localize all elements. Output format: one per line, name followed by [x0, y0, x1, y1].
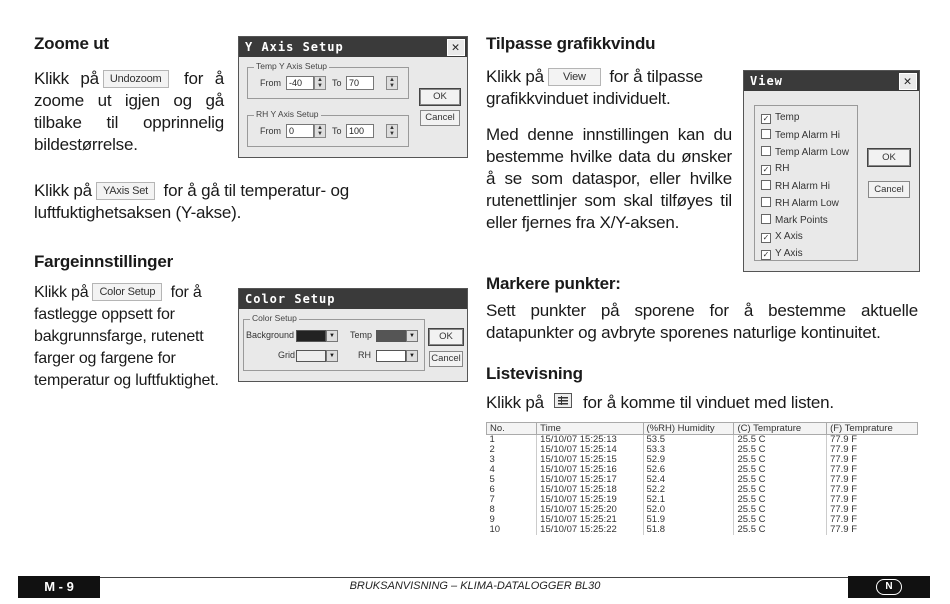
yaxis-pre-text: Klikk på: [34, 181, 92, 200]
table-cell: 77.9 F: [827, 495, 918, 505]
table-cell: 25.5 C: [734, 505, 827, 515]
table-cell: 52.1: [643, 495, 734, 505]
table-cell: 15/10/07 15:25:21: [537, 515, 643, 525]
color-post-text: for å fastlegge oppsett for bakgrunnsfarge, rutenett farger og fargene for temperatur og luftfuktighet.: [34, 284, 219, 389]
table-cell: 3: [489, 454, 495, 465]
grid-color-swatch[interactable]: [296, 350, 326, 362]
view-option-label: X Axis: [775, 231, 803, 242]
view-option-label: Temp Alarm Low: [775, 147, 849, 158]
view-dialog: [743, 70, 920, 272]
temp-y-axis-group: [247, 61, 409, 99]
table-header-cell[interactable]: Time: [537, 423, 643, 435]
table-cell: 25.5 C: [734, 435, 827, 446]
list-view-icon[interactable]: [554, 393, 572, 408]
view-dialog-title: View: [750, 74, 783, 88]
grid-color-label: Grid: [278, 350, 296, 360]
color-pre-text: Klikk på: [34, 284, 89, 301]
view-option-rh-alarm-hi[interactable]: [761, 180, 830, 192]
view-option-y-axis[interactable]: [761, 248, 803, 260]
y-axis-setup-dialog: [238, 36, 468, 158]
y-axis-dialog-titlebar: [239, 37, 467, 57]
rh-to-spinner[interactable]: ▲ ▼: [386, 124, 398, 138]
view-option-temp[interactable]: [761, 112, 799, 124]
list-post-text: for å komme til vinduet med listen.: [583, 393, 834, 412]
cancel-button[interactable]: Cancel: [420, 110, 460, 126]
view-description-paragraph: Med denne innstillingen kan du bestemme hvilke data du ønsker å se som dataspor, eller hvilke rutenettlinjer som skal tilføyes til eller fjernes fra X/Y-aksen.: [486, 125, 732, 232]
table-cell: 25.5 C: [734, 495, 827, 505]
checkbox-icon[interactable]: [761, 129, 771, 139]
grid-dropdown-arrow[interactable]: ▼: [326, 350, 338, 362]
table-cell: 52.9: [643, 455, 734, 465]
temp-from-label: From: [260, 78, 281, 88]
table-header-cell[interactable]: (C) Temprature: [734, 423, 827, 435]
table-cell: 52.4: [643, 475, 734, 485]
temp-from-spinner[interactable]: ▲ ▼: [314, 76, 326, 90]
checkbox-icon[interactable]: ✓: [762, 233, 770, 242]
rh-color-label: RH: [358, 350, 371, 360]
table-cell: 25.5 C: [734, 455, 827, 465]
table-cell: 53.5: [643, 435, 734, 446]
rh-color-swatch[interactable]: [376, 350, 406, 362]
checkbox-icon[interactable]: ✓: [762, 114, 770, 123]
view-option-rh-alarm-low[interactable]: [761, 197, 839, 209]
list-table-wrapper: [486, 422, 918, 568]
list-view-heading: Listevisning: [486, 364, 583, 383]
temp-from-field[interactable]: -40: [286, 76, 314, 90]
cancel-button[interactable]: Cancel: [868, 181, 910, 198]
table-cell: 2: [489, 444, 495, 455]
table-header-cell[interactable]: No.: [487, 423, 537, 435]
view-post-text: for å tilpasse grafikkvinduet individuelt.: [486, 67, 703, 108]
cancel-button[interactable]: Cancel: [429, 351, 463, 367]
background-dropdown-arrow[interactable]: ▼: [326, 330, 338, 342]
language-code: N: [876, 579, 902, 595]
zoom-heading: Zoome ut: [34, 34, 109, 53]
ok-button[interactable]: OK: [429, 329, 463, 345]
checkbox-icon[interactable]: ✓: [762, 250, 770, 259]
table-cell: 10: [489, 524, 501, 535]
table-cell: 77.9 F: [827, 455, 918, 465]
checkbox-icon[interactable]: [761, 180, 771, 190]
table-cell: 77.9 F: [827, 515, 918, 525]
view-option-label: RH Alarm Hi: [775, 181, 831, 192]
table-cell: 25.5 C: [734, 475, 827, 485]
checkbox-icon[interactable]: [761, 197, 771, 207]
close-icon[interactable]: ✕: [447, 39, 465, 56]
footer-rule: [18, 577, 930, 578]
table-cell: 77.9 F: [827, 445, 918, 455]
ok-button[interactable]: OK: [868, 149, 910, 166]
view-heading: Tilpasse grafikkvindu: [486, 34, 656, 53]
table-cell: 77.9 F: [827, 525, 918, 535]
temp-y-axis-group-label: Temp Y Axis Setup: [256, 61, 328, 71]
table-row[interactable]: [487, 525, 918, 535]
view-option-temp-alarm-hi[interactable]: [761, 129, 840, 141]
view-option-rh[interactable]: [761, 163, 789, 175]
list-table: [486, 422, 918, 535]
color-heading: Fargeinnstillinger: [34, 252, 174, 271]
table-cell: 52.0: [643, 505, 734, 515]
view-option-mark-points[interactable]: [761, 214, 828, 226]
table-cell: 9: [489, 514, 495, 525]
table-cell: 77.9 F: [827, 435, 918, 446]
list-pre-text: Klikk på: [486, 393, 544, 412]
table-cell: 15/10/07 15:25:19: [537, 495, 643, 505]
table-cell: 25.5 C: [734, 445, 827, 455]
view-option-x-axis[interactable]: [761, 231, 803, 243]
checkbox-icon[interactable]: [761, 214, 771, 224]
color-paragraph: [34, 282, 226, 392]
table-cell: 77.9 F: [827, 485, 918, 495]
table-cell: 15/10/07 15:25:20: [537, 505, 643, 515]
view-option-label: Temp Alarm Hi: [775, 130, 841, 141]
rh-from-field[interactable]: 0: [286, 124, 314, 138]
background-color-swatch[interactable]: [296, 330, 326, 342]
table-cell: 4: [489, 464, 495, 475]
close-icon[interactable]: ✕: [899, 73, 917, 90]
table-cell: 6: [489, 484, 495, 495]
color-setup-group: [243, 313, 425, 371]
checkbox-icon[interactable]: ✓: [762, 165, 770, 174]
view-option-label: Temp: [775, 112, 800, 123]
rh-y-axis-group: [247, 109, 409, 147]
view-option-label: RH Alarm Low: [775, 198, 839, 209]
table-cell: 51.8: [643, 525, 734, 535]
zoom-pre-text: Klikk på: [34, 69, 99, 88]
yaxis-post-text: for å gå til temperatur- og luftfuktighetsaksen (Y-akse).: [34, 181, 350, 222]
page-number: M - 9: [18, 576, 100, 598]
view-button[interactable]: View: [548, 68, 601, 86]
view-options-group: [754, 105, 858, 261]
table-cell: 77.9 F: [827, 505, 918, 515]
color-setup-group-label: Color Setup: [252, 313, 297, 323]
table-cell: 15/10/07 15:25:16: [537, 465, 643, 475]
rh-dropdown-arrow[interactable]: ▼: [406, 350, 418, 362]
rh-to-field[interactable]: 100: [346, 124, 374, 138]
zoom-paragraph: [34, 68, 224, 156]
view-option-label: Mark Points: [775, 215, 828, 226]
view-option-temp-alarm-low[interactable]: [761, 146, 849, 158]
footer-title: BRUKSANVISNING – KLIMA-DATALOGGER BL30: [349, 580, 601, 592]
background-label: Background: [246, 330, 295, 340]
view-dialog-titlebar: [744, 71, 919, 91]
temp-to-label: To: [332, 78, 342, 88]
table-cell: 5: [489, 474, 495, 485]
table-header-cell[interactable]: (%RH) Humidity: [643, 423, 734, 435]
table-cell: 7: [489, 494, 495, 505]
table-cell: 1: [489, 434, 495, 445]
table-cell: 52.2: [643, 485, 734, 495]
table-cell: 15/10/07 15:25:13: [537, 435, 643, 446]
list-view-paragraph: [486, 392, 918, 414]
rh-from-label: From: [260, 126, 281, 136]
view-pre-text: Klikk på: [486, 67, 544, 86]
view-option-label: Y Axis: [775, 248, 803, 259]
table-cell: 51.9: [643, 515, 734, 525]
rh-y-axis-group-label: RH Y Axis Setup: [256, 109, 319, 119]
table-cell: 53.3: [643, 445, 734, 455]
temp-to-spinner[interactable]: ▲ ▼: [386, 76, 398, 90]
table-cell: 15/10/07 15:25:18: [537, 485, 643, 495]
rh-to-label: To: [332, 126, 342, 136]
table-cell: 77.9 F: [827, 465, 918, 475]
undozoom-button[interactable]: Undozoom: [103, 70, 169, 88]
rh-from-spinner[interactable]: ▲ ▼: [314, 124, 326, 138]
yaxis-paragraph: [34, 180, 466, 224]
color-dialog-titlebar: [239, 289, 467, 309]
table-cell: 15/10/07 15:25:17: [537, 475, 643, 485]
table-cell: 77.9 F: [827, 475, 918, 485]
mark-points-paragraph: Sett punkter på sporene for å bestemme aktuelle datapunkter og avbryte sporenes naturlige kontinuitet.: [486, 301, 918, 342]
table-cell: 15/10/07 15:25:14: [537, 445, 643, 455]
temp-color-label: Temp: [350, 330, 373, 340]
mark-points-heading: Markere punkter:: [486, 274, 621, 293]
view-intro-paragraph: [486, 66, 732, 110]
table-cell: 25.5 C: [734, 485, 827, 495]
table-cell: 25.5 C: [734, 515, 827, 525]
color-setup-button[interactable]: Color Setup: [92, 283, 162, 301]
temp-to-field[interactable]: 70: [346, 76, 374, 90]
table-cell: 25.5 C: [734, 465, 827, 475]
zoom-post-text: for å zoome ut igjen og gå tilbake til opprinnelig bildestørrelse.: [34, 69, 224, 154]
ok-button[interactable]: OK: [420, 89, 460, 105]
checkbox-icon[interactable]: [761, 146, 771, 156]
table-cell: 15/10/07 15:25:22: [537, 525, 643, 535]
color-dialog-title: Color Setup: [245, 292, 336, 306]
table-cell: 8: [489, 504, 495, 515]
table-cell: 52.6: [643, 465, 734, 475]
temp-color-swatch[interactable]: [376, 330, 406, 342]
yaxis-set-button[interactable]: YAxis Set: [96, 182, 155, 200]
color-setup-dialog: [238, 288, 468, 382]
language-badge: [848, 576, 930, 598]
view-option-label: RH: [775, 163, 790, 174]
table-cell: 15/10/07 15:25:15: [537, 455, 643, 465]
table-cell: 25.5 C: [734, 525, 827, 535]
temp-dropdown-arrow[interactable]: ▼: [406, 330, 418, 342]
table-header-cell[interactable]: (F) Temprature: [827, 423, 918, 435]
y-axis-dialog-title: Y Axis Setup: [245, 40, 344, 54]
